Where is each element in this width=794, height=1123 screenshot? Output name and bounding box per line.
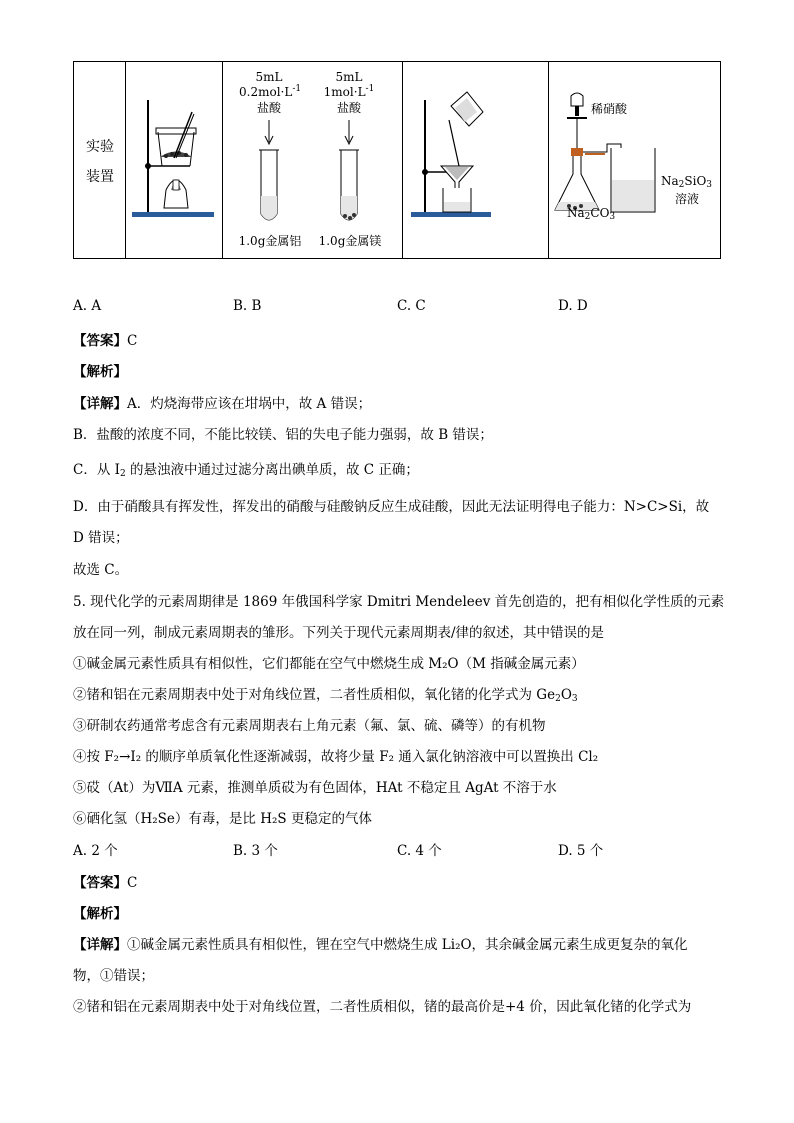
q4-detail-d1: D．由于硝酸具有挥发性，挥发出的硝酸与硅酸钠反应生成硅酸，因此无法证明得电子能力：N>C>Si，故: [73, 499, 710, 515]
q4-analysis-tag: 【解析】: [73, 364, 127, 380]
answer-tag: 【答案】: [73, 875, 127, 891]
q5-option-a: A. 2 个: [73, 843, 118, 859]
answer-value: C: [127, 875, 138, 891]
detail-tag: 【详解】: [73, 937, 127, 953]
q4-detail-c: [73, 458, 419, 479]
burning-apparatus-illustration: [126, 62, 222, 258]
q5-detail-2: 物，①错误；: [73, 968, 154, 984]
detail-c-sub: 2: [119, 469, 126, 479]
apparatus-filtration: [403, 62, 548, 258]
tube1-reagent: 盐酸: [256, 101, 281, 115]
q5-statement-5: ⑤砹（At）为ⅦA 元素，推测单质砹为有色固体，HAt 不稳定且 AgAt 不溶于水: [73, 780, 557, 796]
q5-statement-3: ③研制农药通常考虑含有元素周期表右上角元素（氟、氯、硫、磷等）的有机物: [73, 718, 546, 734]
q4-detail-d2: D 错误；: [73, 530, 129, 546]
q4-answer: [73, 329, 137, 349]
q4-option-c: C. C: [397, 298, 426, 314]
q4-option-a: A. A: [73, 298, 102, 314]
tube2-unit-sup: -1: [365, 84, 375, 94]
q5-statement-1: ①碱金属元素性质具有相似性，它们都能在空气中燃烧生成 M₂O（M 指碱金属元素）: [73, 656, 585, 672]
q4-option-b: B. B: [233, 298, 262, 314]
q5-stem-line2: 放在同一列，制成元素周期表的雏形。下列关于现代元素周期表/律的叙述，其中错误的是: [73, 625, 605, 641]
flask-reagent-label: [567, 206, 615, 222]
answer-tag: 【答案】: [73, 333, 127, 349]
q5-option-b: B. 3 个: [233, 843, 278, 859]
filtration-illustration: [403, 62, 548, 258]
tube1-concentration: 0.2mol·L: [239, 85, 293, 99]
flask-label-part: Na: [567, 206, 585, 220]
tube2-volume: 5mL: [335, 70, 363, 84]
acid-silicate-illustration: [549, 62, 721, 258]
tube2-concentration: 1mol·L: [323, 85, 366, 99]
apparatus-acid-silicate: [549, 62, 721, 258]
tube2-metal-label: 1.0g金属镁: [318, 234, 382, 248]
beaker-label-rest: SiO: [684, 174, 707, 188]
detail-c-pre: C．从 I: [73, 462, 120, 478]
q5-detail-3: ②锗和铝在元素周期表中处于对角线位置，二者性质相似，锗的最高价是+4 价，因此氧化锗的化学式为: [73, 999, 692, 1015]
answer-value: C: [127, 333, 138, 349]
s2-mid: O: [560, 687, 572, 703]
detail-text: A．灼烧海带应该在坩埚中，故 A 错误；: [127, 396, 372, 412]
row-label: [74, 132, 126, 192]
tube1-metal-label: 1.0g金属铝: [238, 234, 302, 248]
q4-choice: 故选 C。: [73, 562, 129, 578]
apparatus-test-tubes: [223, 62, 402, 258]
q4-detail-b: B．盐酸的浓度不同，不能比较镁、铝的失电子能力强弱，故 B 错误；: [73, 427, 493, 443]
s2-sub1: 2: [555, 694, 561, 704]
s2-pre: ②锗和铝在元素周期表中处于对角线位置，二者性质相似，氧化锗的化学式为 Ge: [73, 687, 556, 703]
q5-statement-4: ④按 F₂→I₂ 的顺序单质氧化性逐渐减弱，故将少量 F₂ 通入氯化钠溶液中可以置换出 Cl₂: [73, 749, 599, 765]
test-tubes-illustration: [223, 62, 402, 258]
q4-option-d: D. D: [558, 298, 588, 314]
flask-label-sub2: 3: [609, 212, 616, 222]
q5-statement-6: ⑥硒化氢（H₂Se）有毒，是比 H₂S 更稳定的气体: [73, 811, 372, 827]
flask-label-rest: CO: [590, 206, 610, 220]
detail-c-post: 的悬浊液中通过过滤分离出碘单质，故 C 正确；: [125, 462, 419, 478]
row-label-line1: 实验: [86, 139, 114, 155]
q5-option-d: D. 5 个: [558, 843, 604, 859]
q5-analysis-tag: 【解析】: [73, 906, 127, 922]
row-label-line2: 装置: [86, 169, 114, 185]
beaker-label-sub: 2: [678, 180, 685, 190]
q5-detail-1: [73, 933, 688, 953]
q5-stem-line1: 5. 现代化学的元素周期律是 1869 年俄国科学家 Dmitri Mendeleev 首先创造的，把有相似化学性质的元素: [73, 594, 725, 610]
beaker-solution-label: 溶液: [675, 192, 700, 206]
experiment-table: [73, 61, 721, 259]
q5-option-c: C. 4 个: [397, 843, 442, 859]
beaker-label-sub2: 3: [706, 180, 713, 190]
acid-label: 稀硝酸: [591, 102, 628, 116]
detail-tag: 【详解】: [73, 396, 127, 412]
beaker-label-part: Na: [661, 174, 679, 188]
beaker-reagent-label: [661, 174, 712, 207]
flask-label-sub: 2: [584, 212, 591, 222]
detail-text: ①碱金属元素性质具有相似性，锂在空气中燃烧生成 Li₂O，其余碱金属元素生成更复杂的氧化: [127, 937, 688, 953]
s2-sub2: 3: [571, 694, 578, 704]
q4-detail-a: [73, 392, 371, 412]
q5-statement-2: [73, 683, 578, 704]
tube2-reagent: 盐酸: [336, 101, 361, 115]
apparatus-burning: [126, 62, 222, 258]
tube1-unit-sup: -1: [292, 84, 302, 94]
q5-answer: [73, 871, 137, 891]
tube1-volume: 5mL: [255, 70, 283, 84]
